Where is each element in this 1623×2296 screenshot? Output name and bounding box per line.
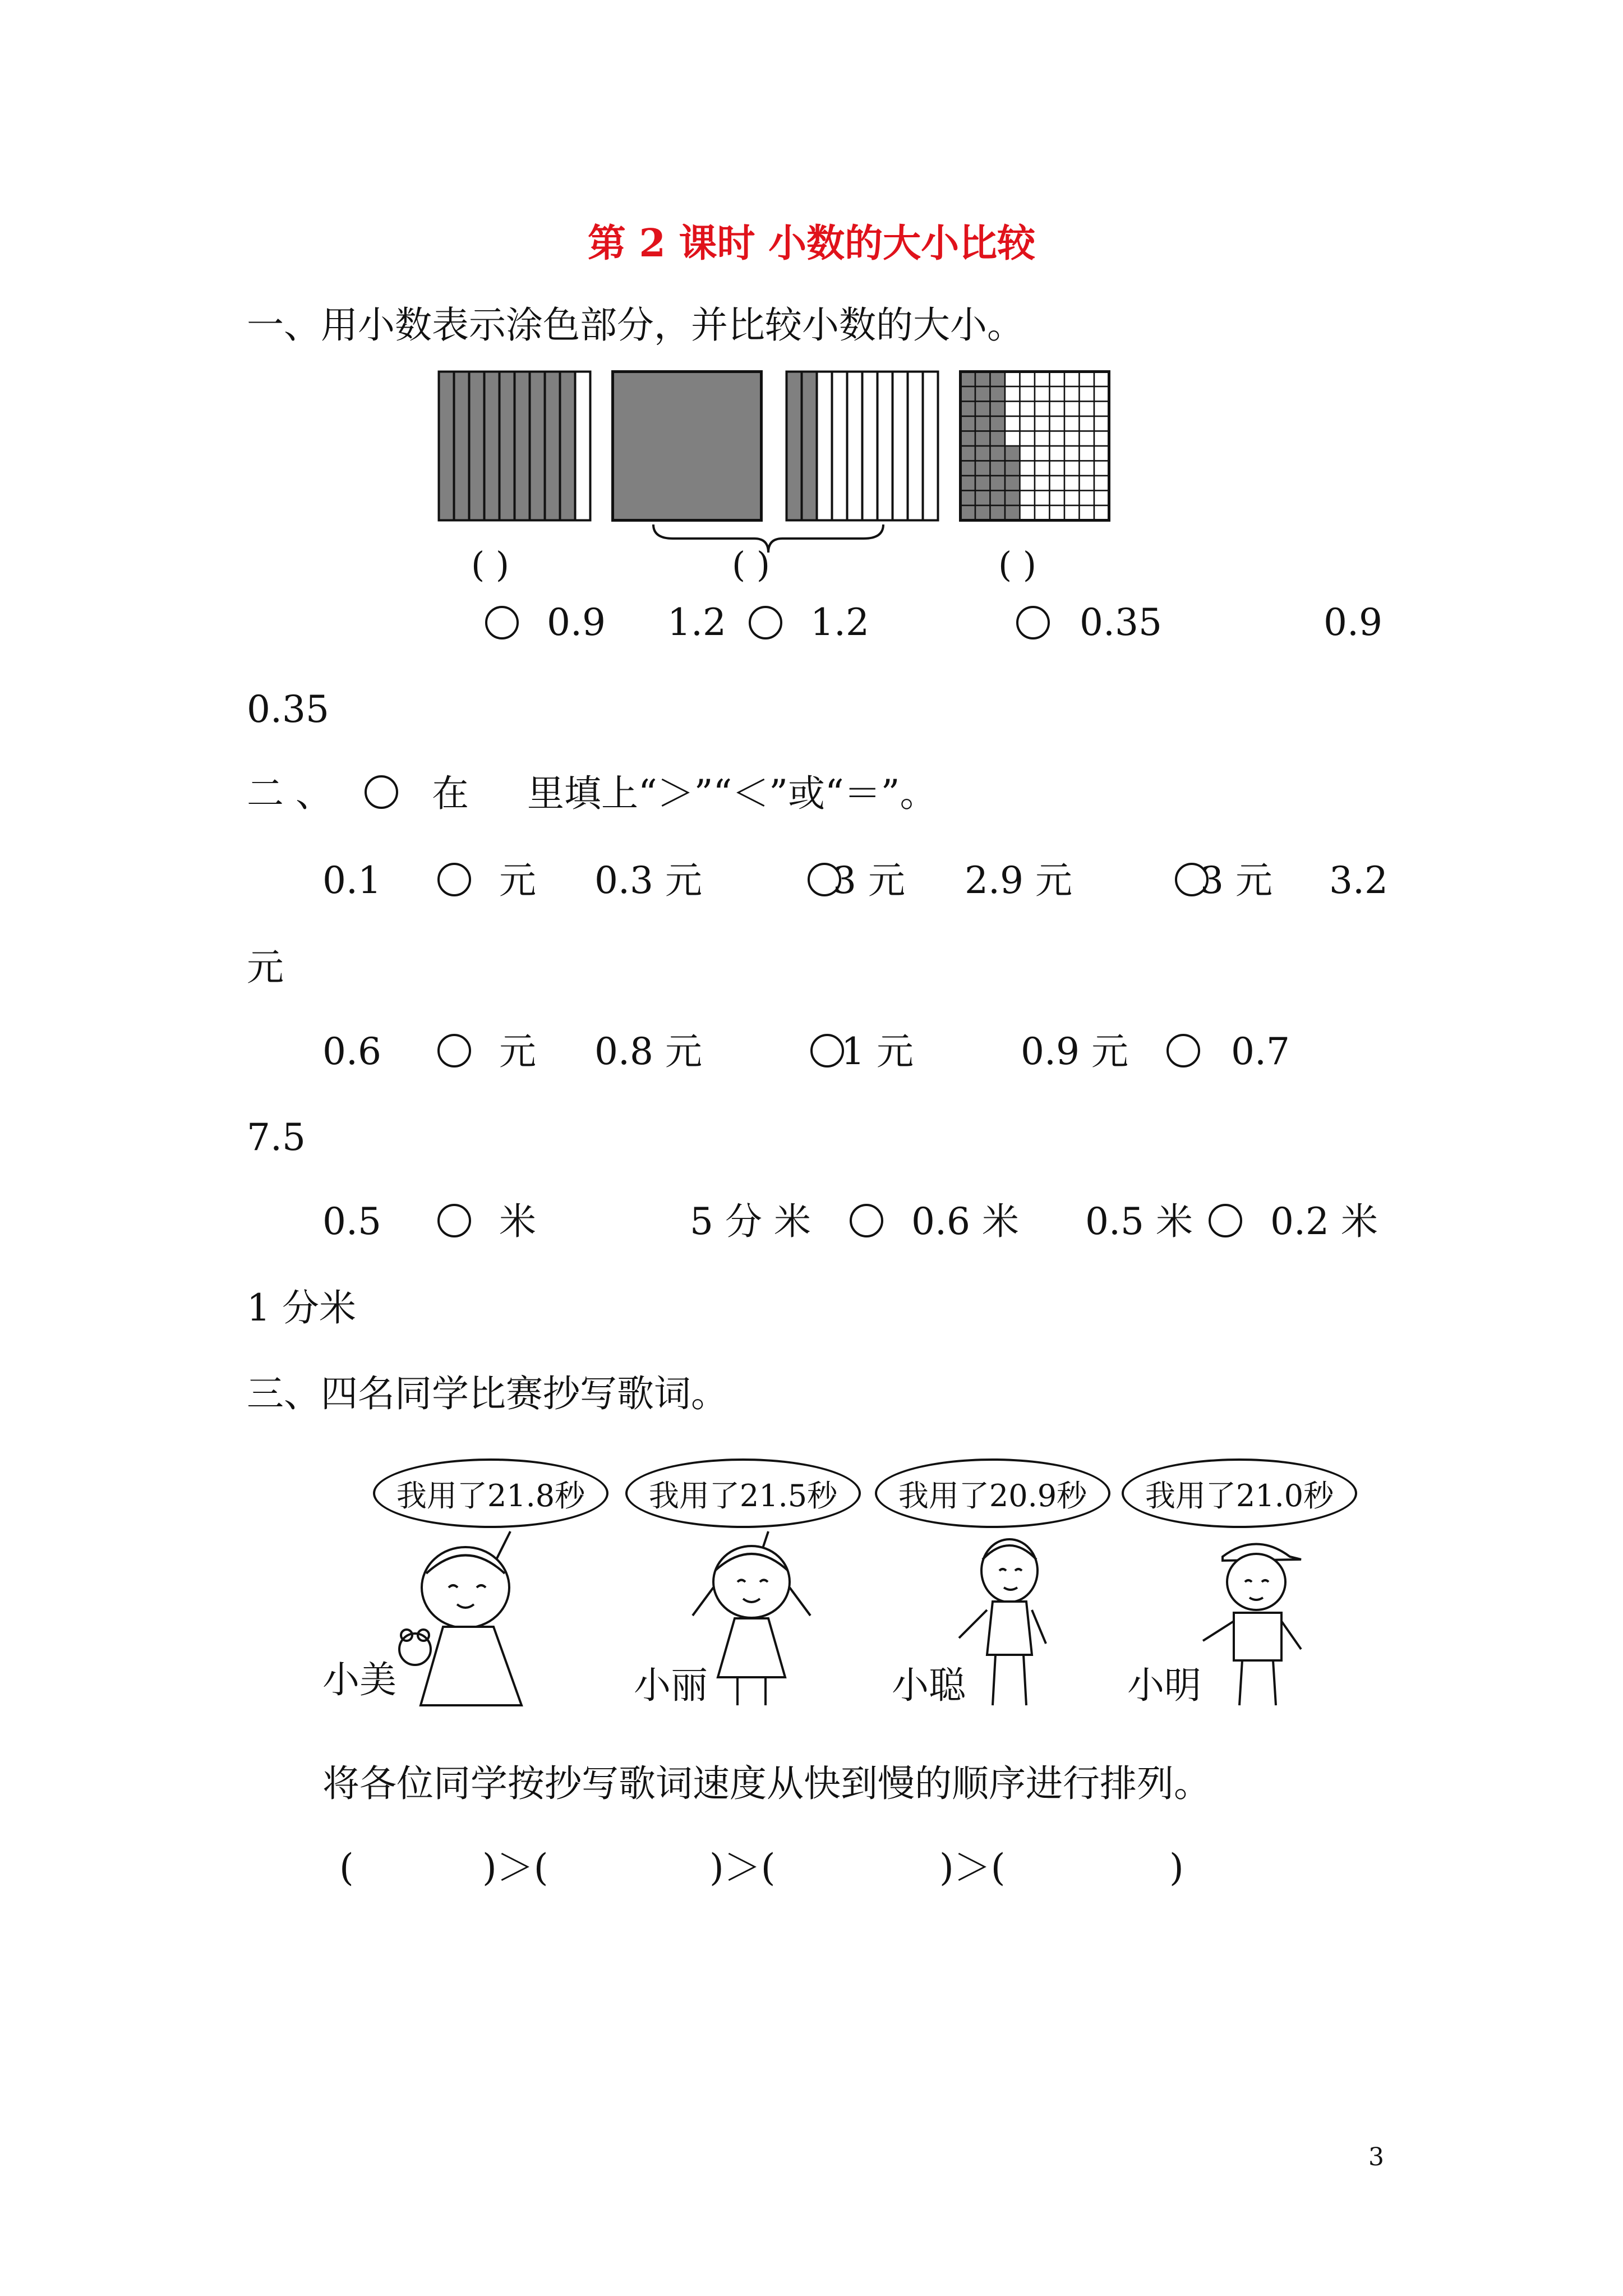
value-text: 0.35 xyxy=(247,688,329,731)
empty-cell xyxy=(1064,386,1080,402)
shaded-cell xyxy=(975,476,990,491)
boy-xiaocong-illustration xyxy=(948,1526,1071,1717)
shaded-cell xyxy=(990,476,1006,491)
section2-heading-3: 里填上“＞”“＜”或“＝”。 xyxy=(527,772,937,815)
empty-cell xyxy=(1064,446,1080,461)
compare-circle[interactable] xyxy=(810,1034,844,1068)
empty-cell xyxy=(1050,416,1065,431)
shaded-cell xyxy=(990,461,1006,476)
empty-cell xyxy=(1050,446,1065,461)
shaded-strip xyxy=(560,372,575,521)
shaded-strip xyxy=(545,372,560,521)
speech-bubble: 我用了21.8秒 xyxy=(373,1458,608,1528)
empty-cell xyxy=(1005,431,1020,447)
empty-cell xyxy=(1080,431,1095,447)
empty-strip xyxy=(847,372,863,521)
empty-cell xyxy=(1035,476,1050,491)
shaded-cell xyxy=(990,505,1006,521)
value-text: 0.35 xyxy=(1080,601,1162,644)
empty-cell xyxy=(1094,386,1109,402)
empty-strip xyxy=(863,372,878,521)
shaded-cell xyxy=(961,372,976,387)
shaded-cell xyxy=(975,491,990,506)
value-text: 0.5 米 xyxy=(1085,1200,1193,1243)
empty-cell xyxy=(1080,446,1095,461)
shaded-cell xyxy=(961,476,976,491)
empty-strip xyxy=(893,372,908,521)
shaded-cell xyxy=(975,431,990,447)
empty-cell xyxy=(1080,505,1095,521)
shaded-strip xyxy=(787,372,802,521)
shaded-cell xyxy=(975,416,990,431)
value-text: 3.2 xyxy=(1329,859,1388,902)
order-paren: )＞( xyxy=(939,1846,1006,1889)
blank-1[interactable]: ( ) xyxy=(471,544,510,585)
empty-cell xyxy=(1035,431,1050,447)
shaded-cell xyxy=(990,431,1006,447)
figure-tenths-9 xyxy=(437,370,594,522)
empty-cell xyxy=(1064,491,1080,506)
order-paren: ( xyxy=(339,1846,354,1889)
empty-strip xyxy=(575,372,591,521)
empty-cell xyxy=(1035,402,1050,417)
compare-circle[interactable] xyxy=(1016,606,1050,639)
empty-cell xyxy=(1080,416,1095,431)
value-text: 0.1 xyxy=(322,859,381,902)
student-name: 小丽 xyxy=(634,1664,708,1707)
empty-cell xyxy=(1094,372,1109,387)
empty-strip xyxy=(923,372,938,521)
empty-cell xyxy=(1020,416,1035,431)
empty-cell xyxy=(1080,491,1095,506)
empty-cell xyxy=(1064,431,1080,447)
figure-whole-shaded xyxy=(611,370,763,522)
page-title: 第 2 课时 小数的大小比较 xyxy=(587,221,1036,266)
figure-tenths-2 xyxy=(785,370,942,522)
shaded-cell xyxy=(961,431,976,447)
empty-cell xyxy=(1005,386,1020,402)
shaded-cell xyxy=(975,386,990,402)
empty-cell xyxy=(1020,386,1035,402)
value-text: 0.3 元 xyxy=(594,859,702,902)
empty-strip xyxy=(908,372,923,521)
compare-circle[interactable] xyxy=(485,606,519,639)
empty-cell xyxy=(1035,461,1050,476)
page-number: 3 xyxy=(1368,2143,1384,2171)
empty-cell xyxy=(1035,505,1050,521)
order-blank-4[interactable] xyxy=(1054,1846,1166,1890)
order-paren: )＞( xyxy=(482,1846,548,1889)
shaded-cell xyxy=(1005,491,1020,506)
empty-cell xyxy=(1064,505,1080,521)
empty-cell xyxy=(1005,402,1020,417)
empty-strip xyxy=(878,372,893,521)
empty-cell xyxy=(1035,416,1050,431)
value-text: 0.7 xyxy=(1231,1030,1290,1073)
empty-cell xyxy=(1020,461,1035,476)
student-name: 小聪 xyxy=(892,1664,966,1707)
blank-3[interactable]: ( ) xyxy=(998,544,1037,585)
empty-cell xyxy=(1050,505,1065,521)
student-name: 小美 xyxy=(322,1658,396,1701)
shaded-strip xyxy=(530,372,545,521)
ordering-instruction: 将各位同学按抄写歌词速度从快到慢的顺序进行排列。 xyxy=(322,1762,1211,1805)
empty-cell xyxy=(1080,476,1095,491)
empty-cell xyxy=(1035,386,1050,402)
empty-cell xyxy=(1064,372,1080,387)
empty-cell xyxy=(1064,476,1080,491)
value-text: 0.9 xyxy=(1324,601,1382,644)
shaded-cell xyxy=(1005,461,1020,476)
speech-bubble: 我用了20.9秒 xyxy=(875,1458,1110,1528)
empty-cell xyxy=(1080,461,1095,476)
value-text: 0.9 xyxy=(547,601,606,644)
shaded-cell xyxy=(990,446,1006,461)
blank-2[interactable]: ( ) xyxy=(732,544,771,585)
empty-cell xyxy=(1020,372,1035,387)
empty-cell xyxy=(1050,402,1065,417)
shaded-strip xyxy=(485,372,500,521)
value-text: 元 xyxy=(499,1030,536,1073)
section2-heading-2: 在 xyxy=(432,772,469,815)
value-text: 1 元 xyxy=(841,1030,914,1073)
empty-cell xyxy=(1094,461,1109,476)
shaded-cell xyxy=(990,372,1006,387)
empty-cell xyxy=(1020,491,1035,506)
order-blank-2[interactable] xyxy=(594,1846,707,1890)
shaded-cell xyxy=(961,386,976,402)
empty-cell xyxy=(1080,386,1095,402)
boy-xiaoming-illustration xyxy=(1189,1526,1324,1717)
value-text: 0.6 米 xyxy=(911,1200,1019,1243)
empty-cell xyxy=(1020,431,1035,447)
shaded-cell xyxy=(961,402,976,417)
empty-cell xyxy=(1035,446,1050,461)
shaded-strip xyxy=(439,372,454,521)
empty-cell xyxy=(1050,476,1065,491)
shaded-strip xyxy=(469,372,485,521)
empty-cell xyxy=(1094,505,1109,521)
value-text: 米 xyxy=(499,1200,536,1243)
empty-cell xyxy=(1050,372,1065,387)
empty-strip xyxy=(817,372,832,521)
compare-circle[interactable] xyxy=(437,1204,471,1237)
empty-cell xyxy=(1094,402,1109,417)
empty-cell xyxy=(1005,372,1020,387)
value-text: 3 元 xyxy=(833,859,905,902)
shaded-cell xyxy=(975,372,990,387)
shaded-cell xyxy=(1005,446,1020,461)
empty-cell xyxy=(1020,402,1035,417)
empty-cell xyxy=(1050,461,1065,476)
section2-heading-1: 二 、 xyxy=(247,772,333,815)
empty-cell xyxy=(1080,402,1095,417)
shaded-cell xyxy=(990,402,1006,417)
speech-bubble: 我用了21.5秒 xyxy=(625,1458,861,1528)
shaded-cell xyxy=(961,491,976,506)
shaded-cell xyxy=(961,505,976,521)
shaded-strip xyxy=(454,372,469,521)
value-text: 元 xyxy=(499,859,536,902)
value-text: 0.9 元 xyxy=(1021,1030,1128,1073)
empty-strip xyxy=(832,372,847,521)
empty-cell xyxy=(1050,431,1065,447)
empty-cell xyxy=(1094,476,1109,491)
shaded-cell xyxy=(990,491,1006,506)
empty-cell xyxy=(1035,372,1050,387)
empty-cell xyxy=(1080,372,1095,387)
girl-xiaomei-illustration xyxy=(393,1526,538,1717)
shaded-cell xyxy=(975,505,990,521)
order-blank-1[interactable] xyxy=(365,1846,477,1890)
section3-heading: 三、四名同学比赛抄写歌词。 xyxy=(247,1372,728,1415)
section1-heading: 一、用小数表示涂色部分，并比较小数的大小。 xyxy=(247,303,1024,347)
empty-cell xyxy=(1050,386,1065,402)
student-name: 小明 xyxy=(1127,1664,1201,1707)
compare-circle[interactable] xyxy=(1209,1204,1242,1237)
empty-cell xyxy=(1020,446,1035,461)
shaded-cell xyxy=(975,402,990,417)
shaded-cell xyxy=(990,386,1006,402)
value-text: 0.5 xyxy=(322,1200,381,1243)
figure-hundredths-35 xyxy=(959,370,1110,522)
order-paren: )＞( xyxy=(709,1846,776,1889)
shaded-strip xyxy=(500,372,515,521)
shaded-cell xyxy=(1005,476,1020,491)
shaded-cell xyxy=(961,461,976,476)
shaded-cell xyxy=(961,416,976,431)
compare-circle[interactable] xyxy=(437,1034,471,1068)
shaded-cell xyxy=(990,416,1006,431)
empty-cell xyxy=(1094,416,1109,431)
compare-circle[interactable] xyxy=(749,606,782,639)
compare-circle[interactable] xyxy=(1166,1034,1200,1068)
compare-circle-example xyxy=(365,775,398,809)
value-text: 元 xyxy=(247,946,284,989)
order-paren: ) xyxy=(1169,1846,1184,1889)
empty-cell xyxy=(1094,491,1109,506)
shaded-strip xyxy=(515,372,530,521)
empty-cell xyxy=(1035,491,1050,506)
value-text: 7.5 xyxy=(247,1116,306,1159)
value-text: 5 分 米 xyxy=(690,1200,811,1243)
empty-cell xyxy=(1050,491,1065,506)
value-text: 0.8 元 xyxy=(594,1030,702,1073)
empty-cell xyxy=(1020,476,1035,491)
value-text: 0.2 米 xyxy=(1270,1200,1378,1243)
shaded-cell xyxy=(961,446,976,461)
value-text: 2.9 元 xyxy=(965,859,1072,902)
compare-circle[interactable] xyxy=(850,1204,883,1237)
value-text: 1.2 xyxy=(667,601,726,644)
value-text: 3 元 xyxy=(1200,859,1272,902)
shaded-cell xyxy=(1005,505,1020,521)
empty-cell xyxy=(1094,431,1109,447)
empty-cell xyxy=(1005,416,1020,431)
empty-cell xyxy=(1094,446,1109,461)
empty-cell xyxy=(1064,402,1080,417)
value-text: 0.6 xyxy=(322,1030,381,1073)
empty-cell xyxy=(1064,416,1080,431)
shaded-strip xyxy=(802,372,817,521)
value-text: 1 分米 xyxy=(247,1286,356,1329)
speech-bubble: 我用了21.0秒 xyxy=(1122,1458,1357,1528)
empty-cell xyxy=(1020,505,1035,521)
empty-cell xyxy=(1064,461,1080,476)
value-text: 1.2 xyxy=(810,601,869,644)
shaded-cell xyxy=(975,446,990,461)
order-blank-3[interactable] xyxy=(824,1846,937,1890)
shaded-cell xyxy=(975,461,990,476)
compare-circle[interactable] xyxy=(437,863,471,896)
